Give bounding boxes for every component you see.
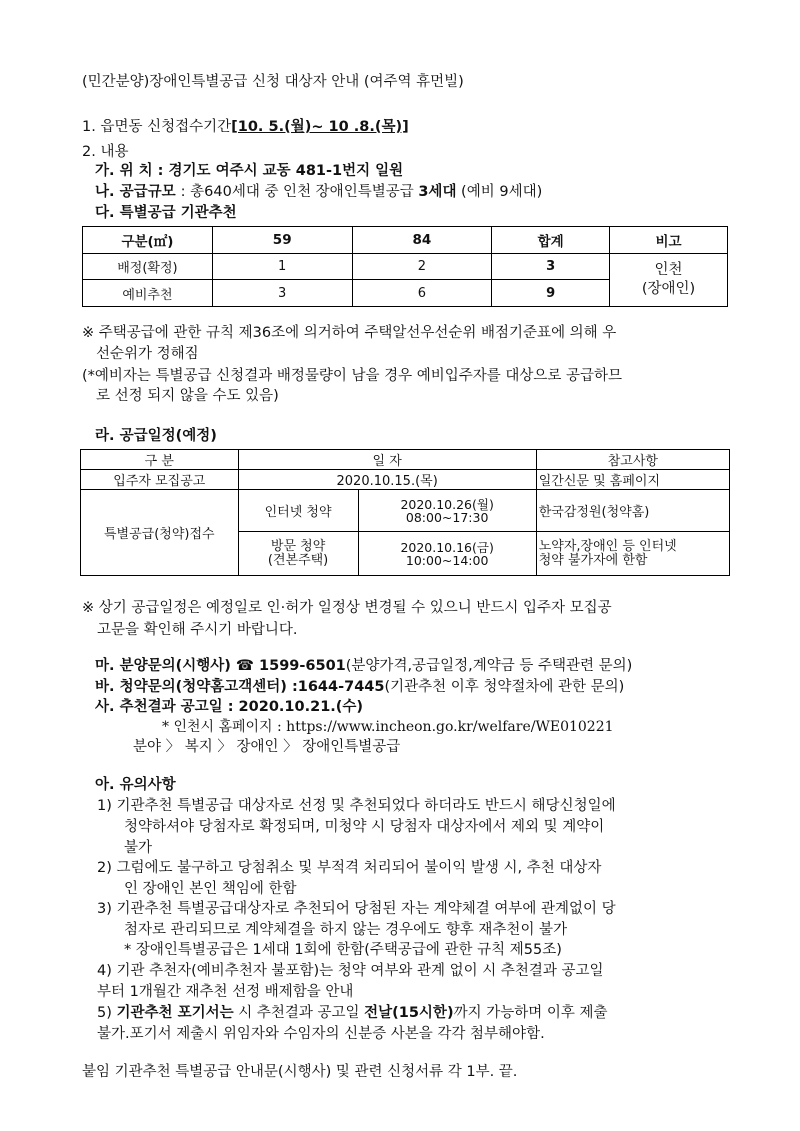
precaution-item: 인 장애인 본인 책임에 한함 <box>124 881 297 897</box>
table-cell: 3 <box>212 280 352 307</box>
date-line: 2020.10.16(금) <box>400 539 494 555</box>
item-text: 시 추천결과 공고일 <box>233 1005 365 1021</box>
precaution-item: * 장애인특별공급은 1세대 1회에 한함(주택공급에 관한 규칙 제55조) <box>124 942 562 958</box>
schedule-note-line1: ※ 상기 공급일정은 예정일로 인·허가 일정상 변경될 수 있으니 반드시 입주자 모집공 <box>82 600 612 616</box>
precaution-item: 부터 1개월간 재추천 선정 배제함을 안내 <box>97 984 354 1000</box>
table-cell: 6 <box>352 280 492 307</box>
date-line: 2020.10.26(월) <box>400 496 494 512</box>
table-cell <box>358 532 536 576</box>
table-header-row <box>81 450 730 470</box>
homepage-link[interactable]: * 인천시 홈페이지 : https://www.incheon.go.kr/welfare/WE010221 <box>162 719 614 735</box>
table-header: 구분(㎡) <box>83 227 213 254</box>
document-title: (민간분양)장애인특별공급 신청 대상자 안내 (여주역 휴먼빌) <box>82 74 464 90</box>
special-supply-heading: 다. 특별공급 기관추천 <box>95 205 237 221</box>
time-line: 08:00~17:30 <box>405 509 489 525</box>
table-header: 합계 <box>492 227 610 254</box>
table-cell: 3 <box>492 254 610 280</box>
sales-inquiry-line <box>95 656 632 676</box>
table-header-row <box>83 227 728 254</box>
precaution-item: 불가 <box>124 840 153 856</box>
sales-inquiry-label: 마. 분양문의(시행사) <box>95 658 236 674</box>
precaution-item: 4) 기관 추천자(예비추천자 불포함)는 청약 여부와 관계 없이 시 추천결과 공고일 <box>97 963 604 979</box>
deadline-text: 전날(15시한) <box>364 1005 454 1021</box>
phone-icon: ☎ <box>235 658 254 674</box>
waiver-label: 기관추천 포기서는 <box>116 1005 234 1021</box>
subscription-inquiry-scope: (기관추천 이후 청약절차에 관한 문의) <box>384 679 625 695</box>
precaution-item: 청약하셔야 당첨자로 확정되며, 미청약 시 당첨자 대상자에서 제외 및 계약이 <box>124 819 605 835</box>
table-header: 84 <box>352 227 492 254</box>
table-cell: 배정(확정) <box>83 254 213 280</box>
table-header: 비고 <box>610 227 728 254</box>
location-line <box>95 161 403 181</box>
note-line: 청약 불가자에 한함 <box>538 552 648 568</box>
table-cell <box>358 490 536 532</box>
subscription-inquiry-label: 바. 청약문의(청약홈고객센터) :1644-7445 <box>95 679 385 695</box>
table-cell: 특별공급(청약)접수 <box>81 490 239 576</box>
section-2-label: 2. 내용 <box>82 144 129 160</box>
table-row <box>81 470 730 490</box>
table-cell: 9 <box>492 280 610 307</box>
sales-inquiry-scope: (분양가격,공급일정,계약금 등 주택관련 문의) <box>345 658 633 674</box>
schedule-heading: 라. 공급일정(예정) <box>95 428 217 444</box>
supply-scale-label: 나. 공급규모 <box>95 184 181 200</box>
supply-scale-units: 3세대 <box>418 184 457 200</box>
application-period: [10. 5.(월)~ 10 .8.(목)] <box>231 119 409 135</box>
schedule-table <box>80 449 730 576</box>
remark-cell <box>610 254 728 307</box>
precaution-item-5 <box>97 1003 607 1023</box>
table-cell: 2 <box>352 254 492 280</box>
method-line: (견본주택) <box>267 552 329 568</box>
remark-line: (장애인) <box>641 281 696 297</box>
table-cell: 일간신문 및 홈페이지 <box>536 470 729 490</box>
table-cell: 입주자 모집공고 <box>81 470 239 490</box>
note-reserve-line1: (*예비자는 특별공급 신청결과 배정물량이 남을 경우 예비입주자를 대상으로 공급하므 <box>82 368 623 384</box>
table-cell: 인터넷 청약 <box>238 490 358 532</box>
table-cell: 1 <box>212 254 352 280</box>
precaution-item: 3) 기관추천 특별공급대상자로 추천되어 당첨된 자는 계약체결 여부에 관계없이 당 <box>97 901 616 917</box>
precaution-item: 불가.포기서 제출시 위임자와 수임자의 신분증 사본을 각각 첨부해야함. <box>97 1026 545 1042</box>
subscription-inquiry-line <box>95 677 624 697</box>
section-1 <box>82 117 409 137</box>
section-1-label: 1. 읍면동 신청접수기간 <box>82 119 232 135</box>
table-cell <box>536 532 729 576</box>
remark-line: 인천 <box>654 262 683 278</box>
precaution-item: 2) 그럼에도 불구하고 당첨취소 및 부적격 처리되어 불이익 발생 시, 추천 대상자 <box>97 860 602 876</box>
precaution-item: 1) 기관추천 특별공급 대상자로 선정 및 추천되었다 하더라도 반드시 해당신청일에 <box>97 798 616 814</box>
item-text: 까지 가능하며 이후 제출 <box>453 1005 608 1021</box>
location-value: 경기도 여주시 교동 481-1번지 일원 <box>168 163 404 179</box>
time-line: 10:00~14:00 <box>405 552 489 568</box>
table-header: 일 자 <box>238 450 536 470</box>
supply-scale-line <box>95 182 542 202</box>
announcement-date-line: 사. 추천결과 공고일 : 2020.10.21.(수) <box>95 699 364 715</box>
precautions-heading: 아. 유의사항 <box>95 777 176 793</box>
precaution-item: 첨자로 관리되므로 계약체결을 하지 않는 경우에도 향후 재추천이 불가 <box>124 922 568 938</box>
recommendation-table <box>82 226 728 307</box>
supply-scale-text: : 총640세대 중 인천 장애인특별공급 <box>180 184 419 200</box>
table-cell: 한국감정원(청약홈) <box>536 490 729 532</box>
table-cell: 2020.10.15.(목) <box>238 470 536 490</box>
item-number: 5) <box>97 1005 117 1021</box>
note-line: 노약자,장애인 등 인터넷 <box>538 538 677 554</box>
supply-scale-reserve: (예비 9세대) <box>456 184 543 200</box>
method-line: 방문 청약 <box>270 538 326 554</box>
table-cell <box>238 532 358 576</box>
homepage-path: 분야 〉 복지 〉 장애인 〉 장애인특별공급 <box>133 739 401 755</box>
table-row <box>83 254 728 280</box>
attachment-note: 붙임 기관추천 특별공급 안내문(시행사) 및 관련 신청서류 각 1부. 끝. <box>82 1064 518 1080</box>
schedule-note-line2: 고문을 확인해 주시기 바랍니다. <box>97 622 298 638</box>
sales-phone-number: 1599-6501 <box>253 658 346 674</box>
table-cell: 예비추천 <box>83 280 213 307</box>
note-reserve-line2: 로 선정 되지 않을 수도 있음) <box>96 388 279 404</box>
note-rule-line1: ※ 주택공급에 관한 규칙 제36조에 의거하여 주택알선우선순위 배점기준표에 의해 우 <box>82 325 617 341</box>
table-row <box>81 490 730 532</box>
note-rule-line2: 선순위가 정해짐 <box>96 346 199 362</box>
table-header: 참고사항 <box>536 450 729 470</box>
table-header: 구 분 <box>81 450 239 470</box>
location-label: 가. 위 치 : <box>95 163 169 179</box>
table-header: 59 <box>212 227 352 254</box>
